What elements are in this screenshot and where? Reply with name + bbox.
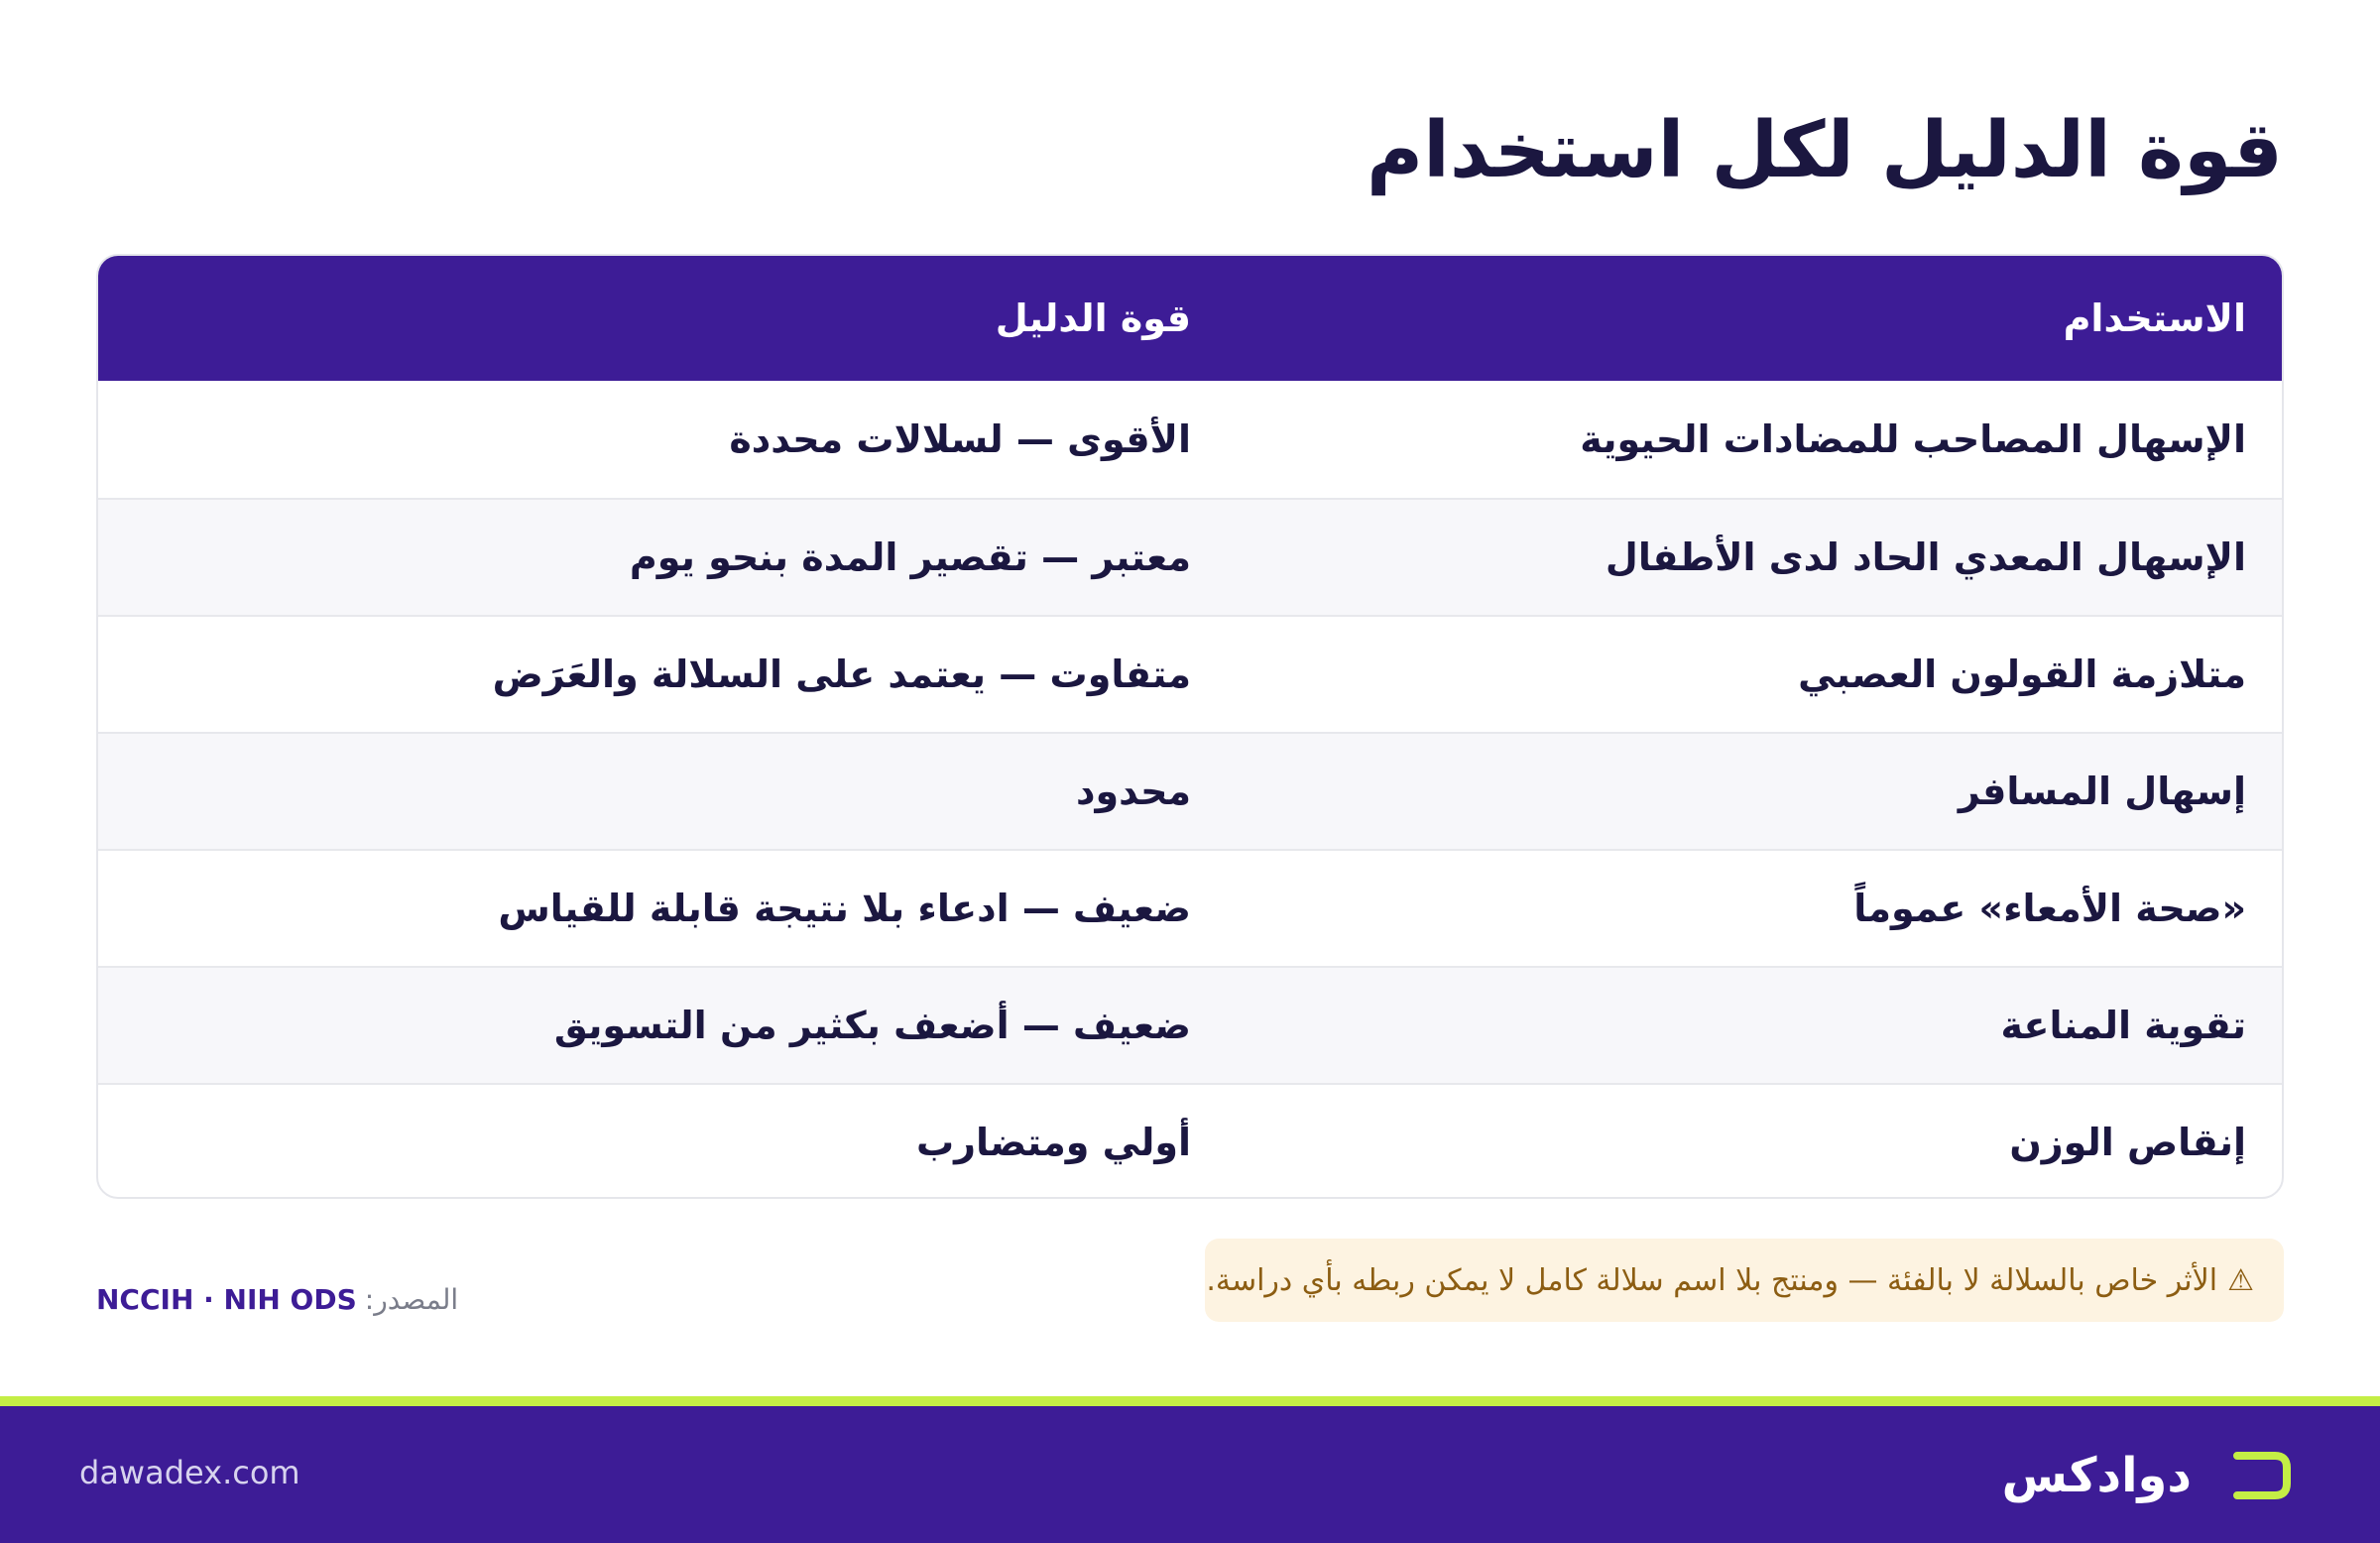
source-label: المصدر:	[364, 1282, 459, 1316]
cell-strength: محدود	[1076, 770, 1191, 813]
footer	[0, 1406, 2380, 1543]
page-title: قوة الدليل لكل استخدام	[1366, 106, 2283, 195]
warning-note	[1205, 1239, 2284, 1322]
cell-use: إسهال المسافر	[1958, 770, 2246, 813]
cell-strength: ضعيف — أضعف بكثير من التسويق	[553, 1004, 1191, 1047]
warning-icon: ⚠	[2227, 1262, 2254, 1298]
cell-strength: متفاوت — يعتمد على السلالة والعَرَض	[492, 653, 1191, 696]
cell-use: الإسهال المصاحب للمضادات الحيوية	[1580, 417, 2246, 461]
cell-use: «صحة الأمعاء» عموماً	[1853, 887, 2246, 930]
table-row	[98, 849, 2282, 966]
table-row	[98, 615, 2282, 732]
brand	[2002, 1446, 2293, 1505]
cell-strength: ضعيف — ادعاء بلا نتيجة قابلة للقياس	[498, 887, 1191, 930]
warning-text: الأثر خاص بالسلالة لا بالفئة — ومنتج بلا اسم سلالة كامل لا يمكن ربطه بأي دراسة.	[1206, 1262, 2218, 1298]
header-strength: قوة الدليل	[995, 297, 1191, 340]
footer-accent-line	[0, 1396, 2380, 1406]
table-row	[98, 1083, 2282, 1199]
site-url[interactable]: dawadex.com	[79, 1454, 300, 1491]
header-use: الاستخدام	[2063, 297, 2246, 340]
brand-name: دوادكس	[2001, 1448, 2192, 1503]
cell-use: إنقاص الوزن	[2009, 1121, 2246, 1164]
brand-logo-icon	[2231, 1450, 2293, 1501]
table-row	[98, 732, 2282, 849]
source-value: NCCIH · NIH ODS	[96, 1282, 357, 1316]
cell-use: متلازمة القولون العصبي	[1798, 653, 2246, 696]
cell-strength: معتبر — تقصير المدة بنحو يوم	[629, 535, 1191, 579]
table-body	[98, 381, 2282, 1199]
cell-use: تقوية المناعة	[2000, 1004, 2246, 1047]
source-citation	[96, 1279, 458, 1319]
table-row	[98, 381, 2282, 498]
cell-strength: الأقوى — لسلالات محددة	[729, 417, 1191, 461]
evidence-table	[96, 254, 2284, 1199]
table-row	[98, 966, 2282, 1083]
table-header	[98, 256, 2282, 381]
cell-use: الإسهال المعدي الحاد لدى الأطفال	[1605, 535, 2246, 579]
cell-strength: أولي ومتضارب	[915, 1121, 1191, 1164]
table-row	[98, 498, 2282, 615]
